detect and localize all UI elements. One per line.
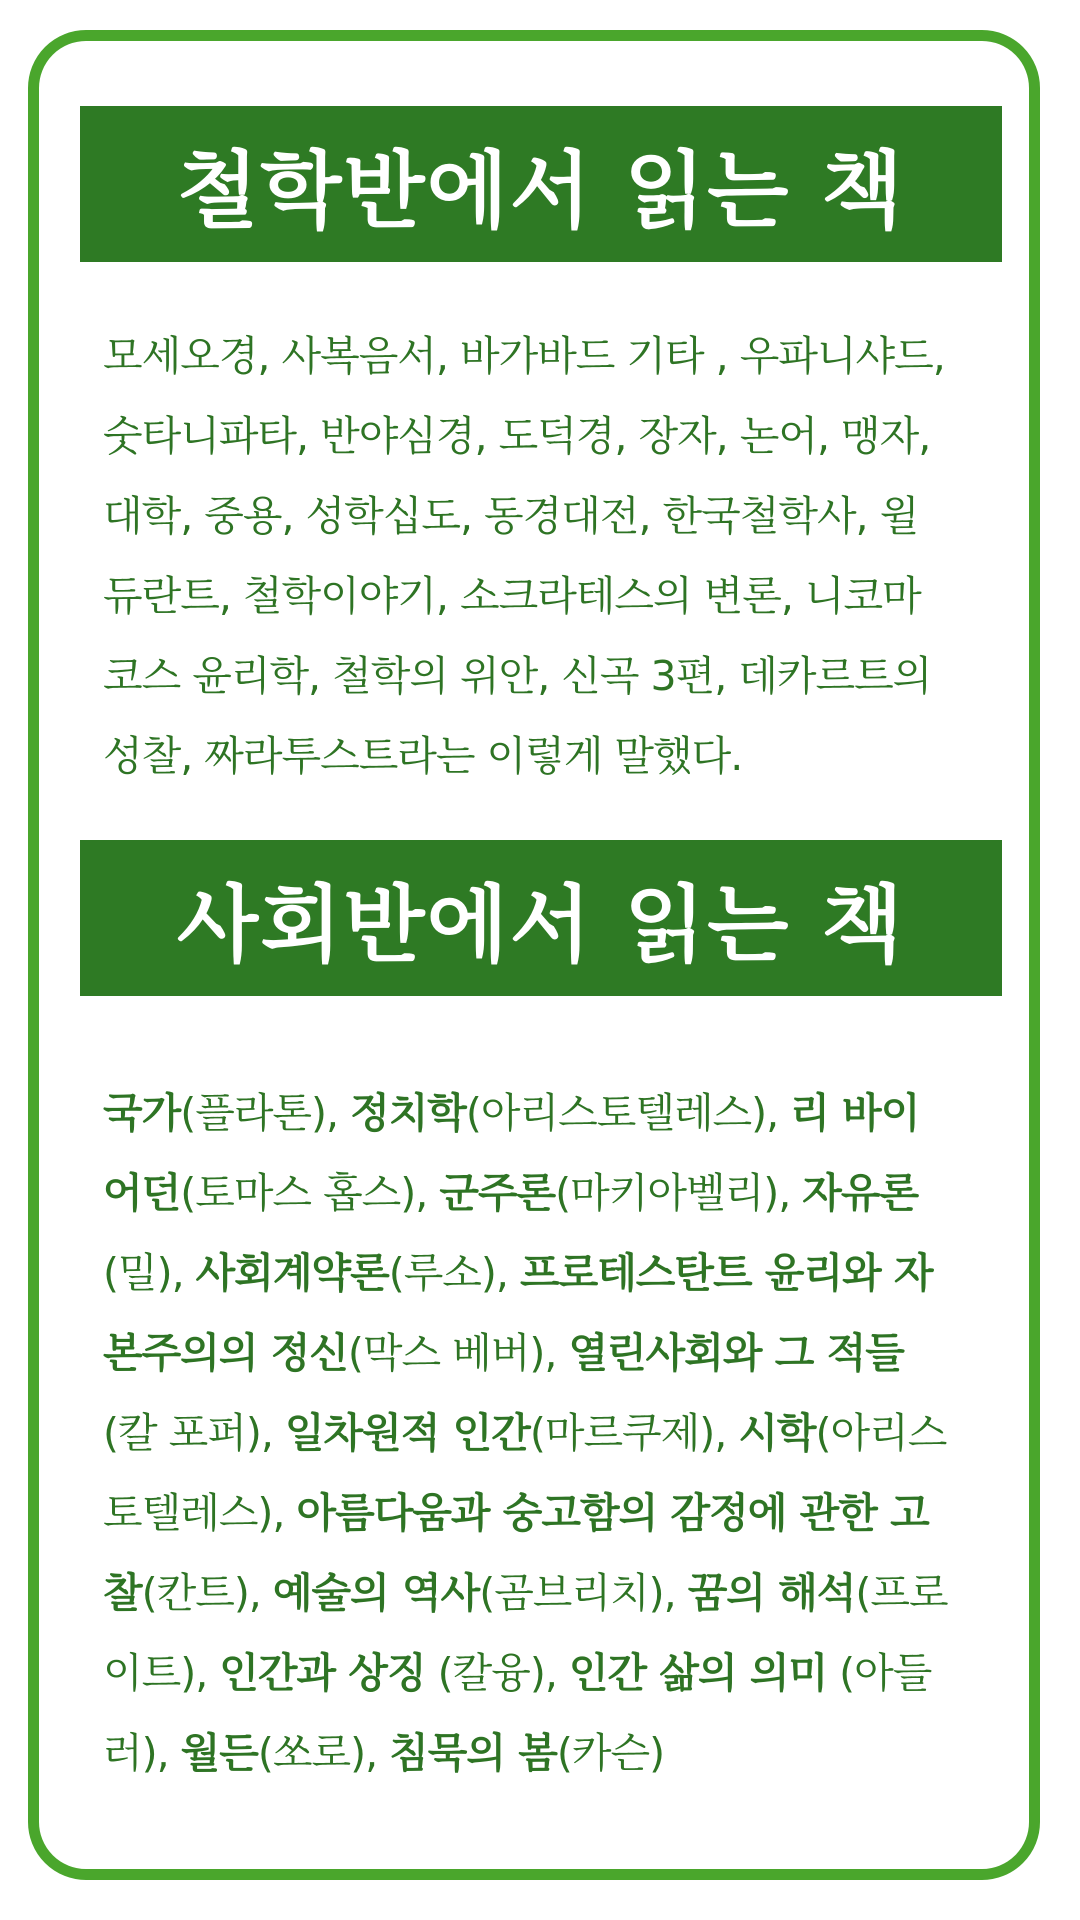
book-title: 군주론 [439,1169,556,1217]
book-title: 침묵의 봄 [389,1729,557,1777]
book-author: (마키아벨리), [555,1169,803,1217]
book-title: 찰 [103,1569,142,1617]
book-title: 리 바이 [790,1089,920,1137]
book-author: (마르쿠제), [529,1409,739,1457]
book-author: 러), [103,1729,181,1777]
book-author: (플라톤), [180,1089,351,1137]
book-author: (루소), [388,1249,520,1297]
social-title: 사회반에서 읽는 책 [177,875,905,974]
social-book-list [103,1073,983,1793]
book-title: 인간과 상징 [219,1649,426,1697]
book-title: 월든 [180,1729,258,1777]
book-title: 어던 [103,1169,181,1217]
social-line [103,1073,983,1153]
social-line [103,1233,983,1313]
social-line [103,1393,983,1473]
book-title: 자유론 [802,1169,919,1217]
social-line [103,1713,983,1793]
philosophy-title: 철학반에서 읽는 책 [177,141,905,240]
book-title: 인간 삶의 의미 [568,1649,828,1697]
book-author: (칼 포퍼), [103,1409,285,1457]
book-title: 일차원적 인간 [284,1409,530,1457]
book-author: (아리스 [815,1409,947,1457]
philosophy-line: 숫타니파타, 반야심경, 도덕경, 장자, 논어, 맹자, [103,412,931,460]
social-line [103,1313,983,1393]
book-author: (프로 [855,1569,948,1617]
social-line [103,1473,983,1553]
book-author: (칼융), [425,1649,569,1697]
book-title: 열린사회와 그 적들 [568,1329,904,1377]
book-author: (밀), [103,1249,196,1297]
book-title: 꿈의 해석 [687,1569,856,1617]
book-title: 예술의 역사 [272,1569,480,1617]
book-title: 사회계약론 [195,1249,389,1297]
book-title: 시학 [738,1409,816,1457]
social-banner [80,840,1002,996]
book-title: 정치학 [350,1089,466,1137]
book-author: (아들 [827,1649,932,1697]
social-line [103,1153,983,1233]
book-author: 이트), [103,1649,220,1697]
book-title: 국가 [103,1089,181,1137]
book-title: 본주의의 정신 [103,1329,348,1377]
book-author: (아리스토텔레스), [465,1089,791,1137]
philosophy-line: 모세오경, 사복음서, 바가바드 기타 , 우파니샤드, [103,332,945,380]
philosophy-book-list [103,316,983,796]
book-title: 프로테스탄트 윤리와 자 [519,1249,933,1297]
philosophy-line: 듀란트, 철학이야기, 소크라테스의 변론, 니코마 [103,572,921,620]
social-line [103,1553,983,1633]
book-title: 아름다움과 숭고함의 감정에 관한 고 [296,1489,929,1537]
book-author: (곰브리치), [479,1569,688,1617]
philosophy-line: 코스 윤리학, 철학의 위안, 신곡 3편, 데카르트의 [103,652,932,700]
philosophy-line: 성찰, 짜라투스트라는 이렇게 말했다. [103,732,743,780]
book-author: (토마스 홉스), [180,1169,440,1217]
book-author: (막스 베버), [347,1329,569,1377]
book-author: (카슨) [556,1729,665,1777]
philosophy-line: 대학, 중용, 성학십도, 동경대전, 한국철학사, 윌 [103,492,919,540]
book-author: (칸트), [141,1569,273,1617]
philosophy-banner [80,106,1002,262]
book-author: (쏘로), [257,1729,390,1777]
social-line [103,1633,983,1713]
book-author: 토텔레스), [103,1489,297,1537]
